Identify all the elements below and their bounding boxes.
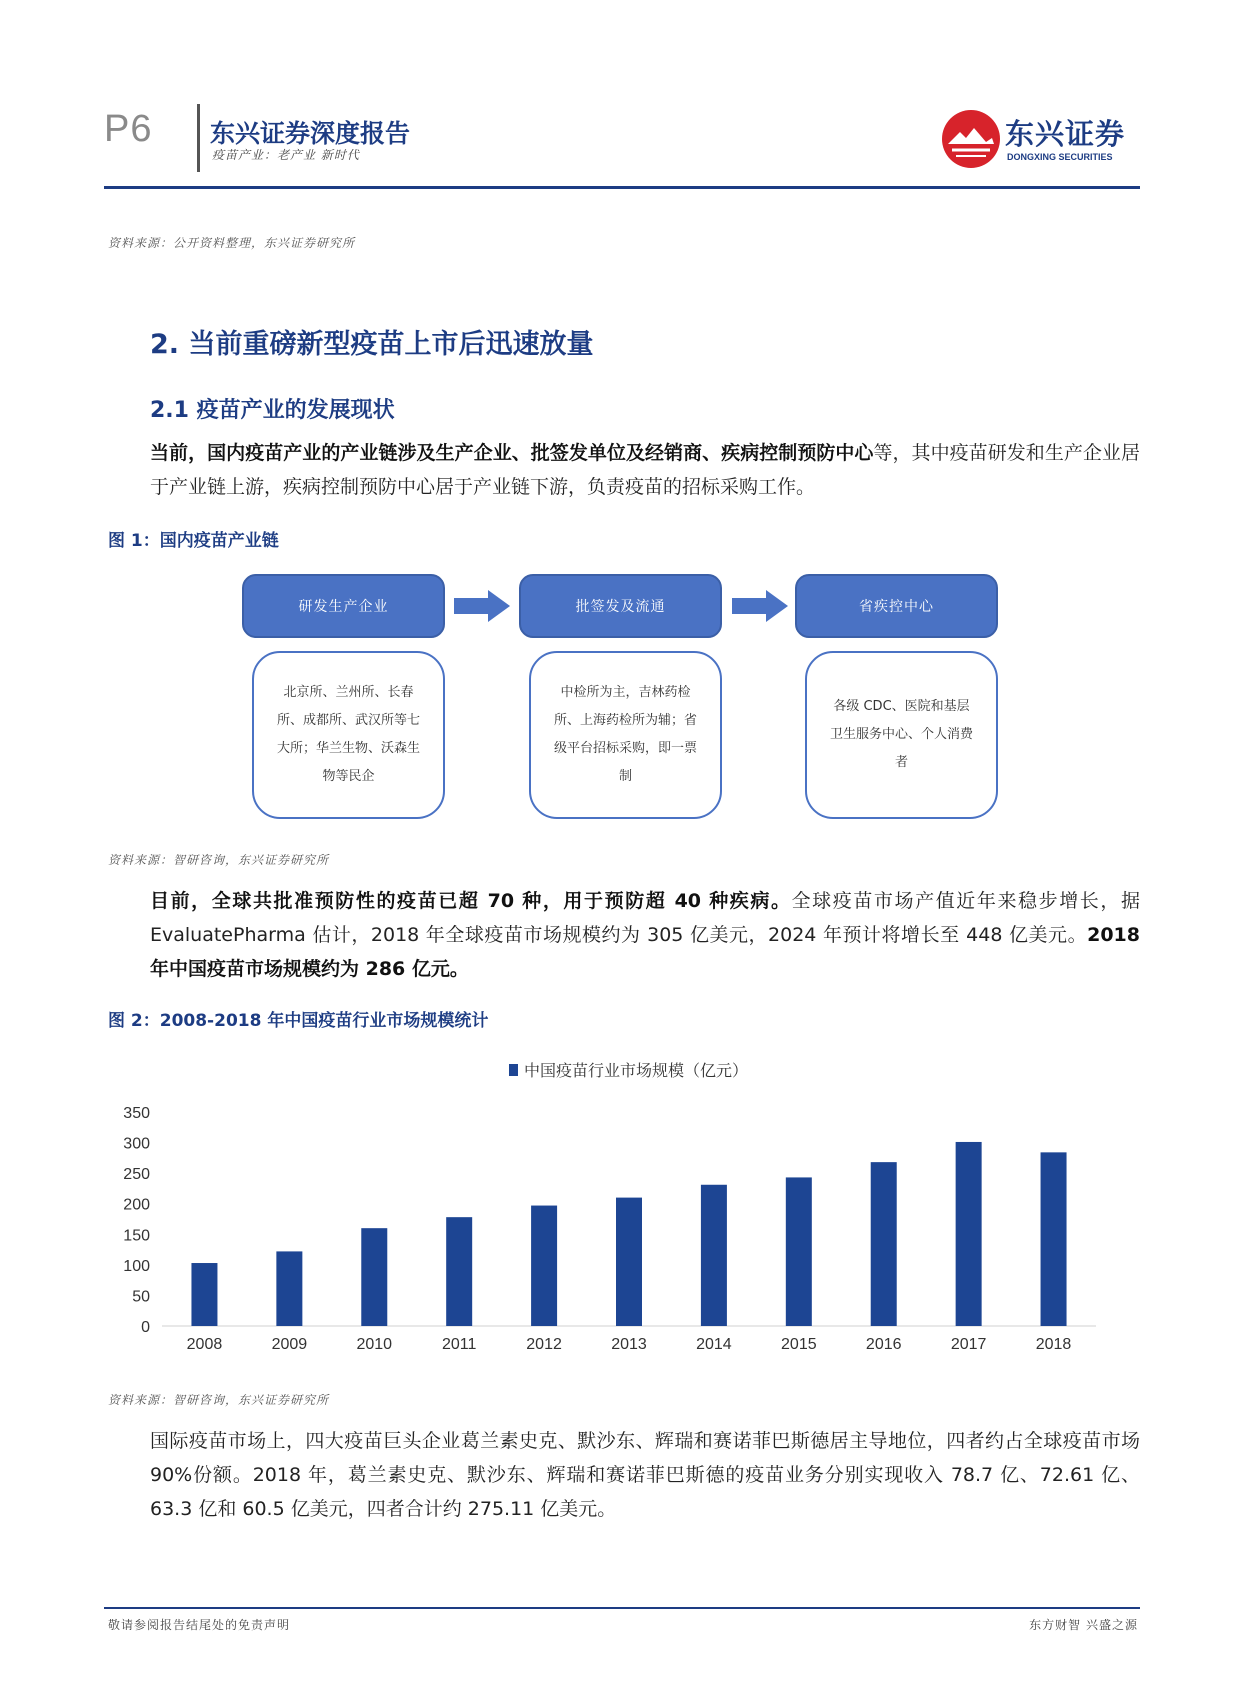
- legend-swatch: [509, 1064, 518, 1076]
- market-size-bar-chart: [118, 1054, 1128, 1364]
- figure-1-source: 资料来源：智研咨询，东兴证券研究所: [108, 853, 330, 867]
- footer-disclaimer: 敬请参阅报告结尾处的免责声明: [108, 1618, 291, 1632]
- y-tick-label: 0: [141, 1319, 150, 1336]
- y-tick-label: 350: [123, 1105, 150, 1122]
- chain-box-release-distribution: 批签发及流通: [519, 574, 722, 638]
- header-rule: [104, 186, 1140, 189]
- x-tick-label: 2018: [1035, 1336, 1072, 1353]
- y-tick-label: 300: [123, 1135, 150, 1153]
- x-tick-label: 2010: [356, 1336, 393, 1353]
- bar-2010: [361, 1228, 387, 1326]
- report-subtitle: 疫苗产业：老产业 新时代: [212, 148, 360, 162]
- arrow-right-icon: [452, 588, 512, 624]
- chart-legend: [509, 1061, 748, 1080]
- header-divider: [197, 104, 200, 172]
- page-number: P6: [104, 108, 153, 150]
- logo-wordmark: 东兴证券: [1005, 117, 1126, 151]
- x-tick-label: 2017: [950, 1336, 987, 1353]
- chain-card-text: 各级 CDC、医院和基层卫生服务中心、个人消费者: [829, 699, 973, 770]
- footer-slogan: 东方财智 兴盛之源: [1029, 1618, 1138, 1632]
- paragraph-body: 全球疫苗市场产值近年来稳步增长，据 EvaluatePharma 估计，2018 年全球疫苗市场规模约为 305 亿美元，2024 年预计将增长至 448 亿美元。: [150, 890, 1140, 946]
- chain-card-text: 北京所、兰州所、长春所、成都所、武汉所等七大所；华兰生物、沃森生物等民企: [276, 685, 420, 784]
- bar-2016: [871, 1162, 897, 1326]
- bar-2015: [786, 1177, 812, 1326]
- footer-rule: [104, 1607, 1140, 1609]
- chain-box-rd-production: 研发生产企业: [242, 574, 445, 638]
- bar-2017: [956, 1142, 982, 1326]
- legend-label: 中国疫苗行业市场规模（亿元）: [523, 1061, 749, 1080]
- bar-2012: [531, 1206, 557, 1326]
- y-tick-label: 150: [123, 1227, 150, 1245]
- y-tick-label: 50: [132, 1288, 150, 1306]
- paragraph-global-market: [150, 884, 1140, 986]
- x-tick-label: 2012: [526, 1336, 562, 1353]
- bar-2011: [446, 1217, 472, 1326]
- x-tick-label: 2015: [781, 1336, 817, 1353]
- bar-2009: [276, 1251, 302, 1326]
- x-tick-label: 2016: [865, 1336, 902, 1353]
- paragraph-industry-chain: [150, 436, 1140, 504]
- x-tick-label: 2013: [611, 1336, 647, 1353]
- y-tick-label: 100: [123, 1257, 150, 1275]
- bar-2013: [616, 1198, 642, 1326]
- source-note: 资料来源：公开资料整理，东兴证券研究所: [108, 236, 356, 250]
- paragraph-body: 等，其中疫苗研发和生产企业居于产业链上游，疾病控制预防中心居于产业链下游，负责疫苗的招标采购工作。: [150, 442, 1140, 498]
- paragraph-international-market: 国际疫苗市场上，四大疫苗巨头企业葛兰素史克、默沙东、辉瑞和赛诺菲巴斯德居主导地位，四者约占全球疫苗市场 90%份额。2018 年，葛兰素史克、默沙东、辉瑞和赛诺菲巴斯德的疫苗业务分别实现收入 78.7 亿、72.61 亿、63.3 亿和 60.5 亿美元，四者合计约 275.11 亿美元。: [150, 1430, 1140, 1520]
- chain-card-distribution: [529, 651, 722, 819]
- figure-2-source: 资料来源：智研咨询，东兴证券研究所: [108, 1393, 330, 1407]
- figure-2-title: 图 2：2008-2018 年中国疫苗行业市场规模统计: [108, 1011, 489, 1031]
- report-title: 东兴证券深度报告: [210, 119, 411, 148]
- x-tick-label: 2008: [186, 1336, 223, 1353]
- bar-2008: [191, 1263, 217, 1326]
- arrow-right-icon: [730, 588, 790, 624]
- x-tick-label: 2014: [696, 1336, 732, 1353]
- paragraph-bold-lead: 目前，全球共批准预防性的疫苗已超 70 种，用于预防超 40 种疾病。: [150, 890, 792, 912]
- paragraph-bold-tail: 2018 年中国疫苗市场规模约为 286 亿元。: [150, 924, 1140, 980]
- chart-canvas: [118, 1054, 1128, 1364]
- chain-card-consumers: [805, 651, 998, 819]
- y-tick-label: 250: [123, 1166, 150, 1184]
- x-tick-label: 2009: [271, 1336, 308, 1353]
- section-heading: 2. 当前重磅新型疫苗上市后迅速放量: [150, 329, 594, 360]
- paragraph-bold-lead: 当前，国内疫苗产业的产业链涉及生产企业、批签发单位及经销商、疾病控制预防中心: [150, 442, 874, 464]
- subsection-heading: 2.1 疫苗产业的发展现状: [150, 398, 395, 423]
- y-tick-label: 200: [123, 1196, 150, 1214]
- bar-2018: [1041, 1152, 1067, 1326]
- chain-card-text: 中检所为主，吉林药检所、上海药检所为辅；省级平台招标采购，即一票制: [553, 685, 697, 784]
- chain-box-provincial-cdc: 省疾控中心: [795, 574, 998, 638]
- logo-english-name: DONGXING SECURITIES: [1007, 152, 1113, 162]
- x-tick-label: 2011: [441, 1336, 477, 1353]
- figure-1-title: 图 1：国内疫苗产业链: [108, 531, 279, 551]
- chain-card-producers: [252, 651, 445, 819]
- bar-2014: [701, 1185, 727, 1326]
